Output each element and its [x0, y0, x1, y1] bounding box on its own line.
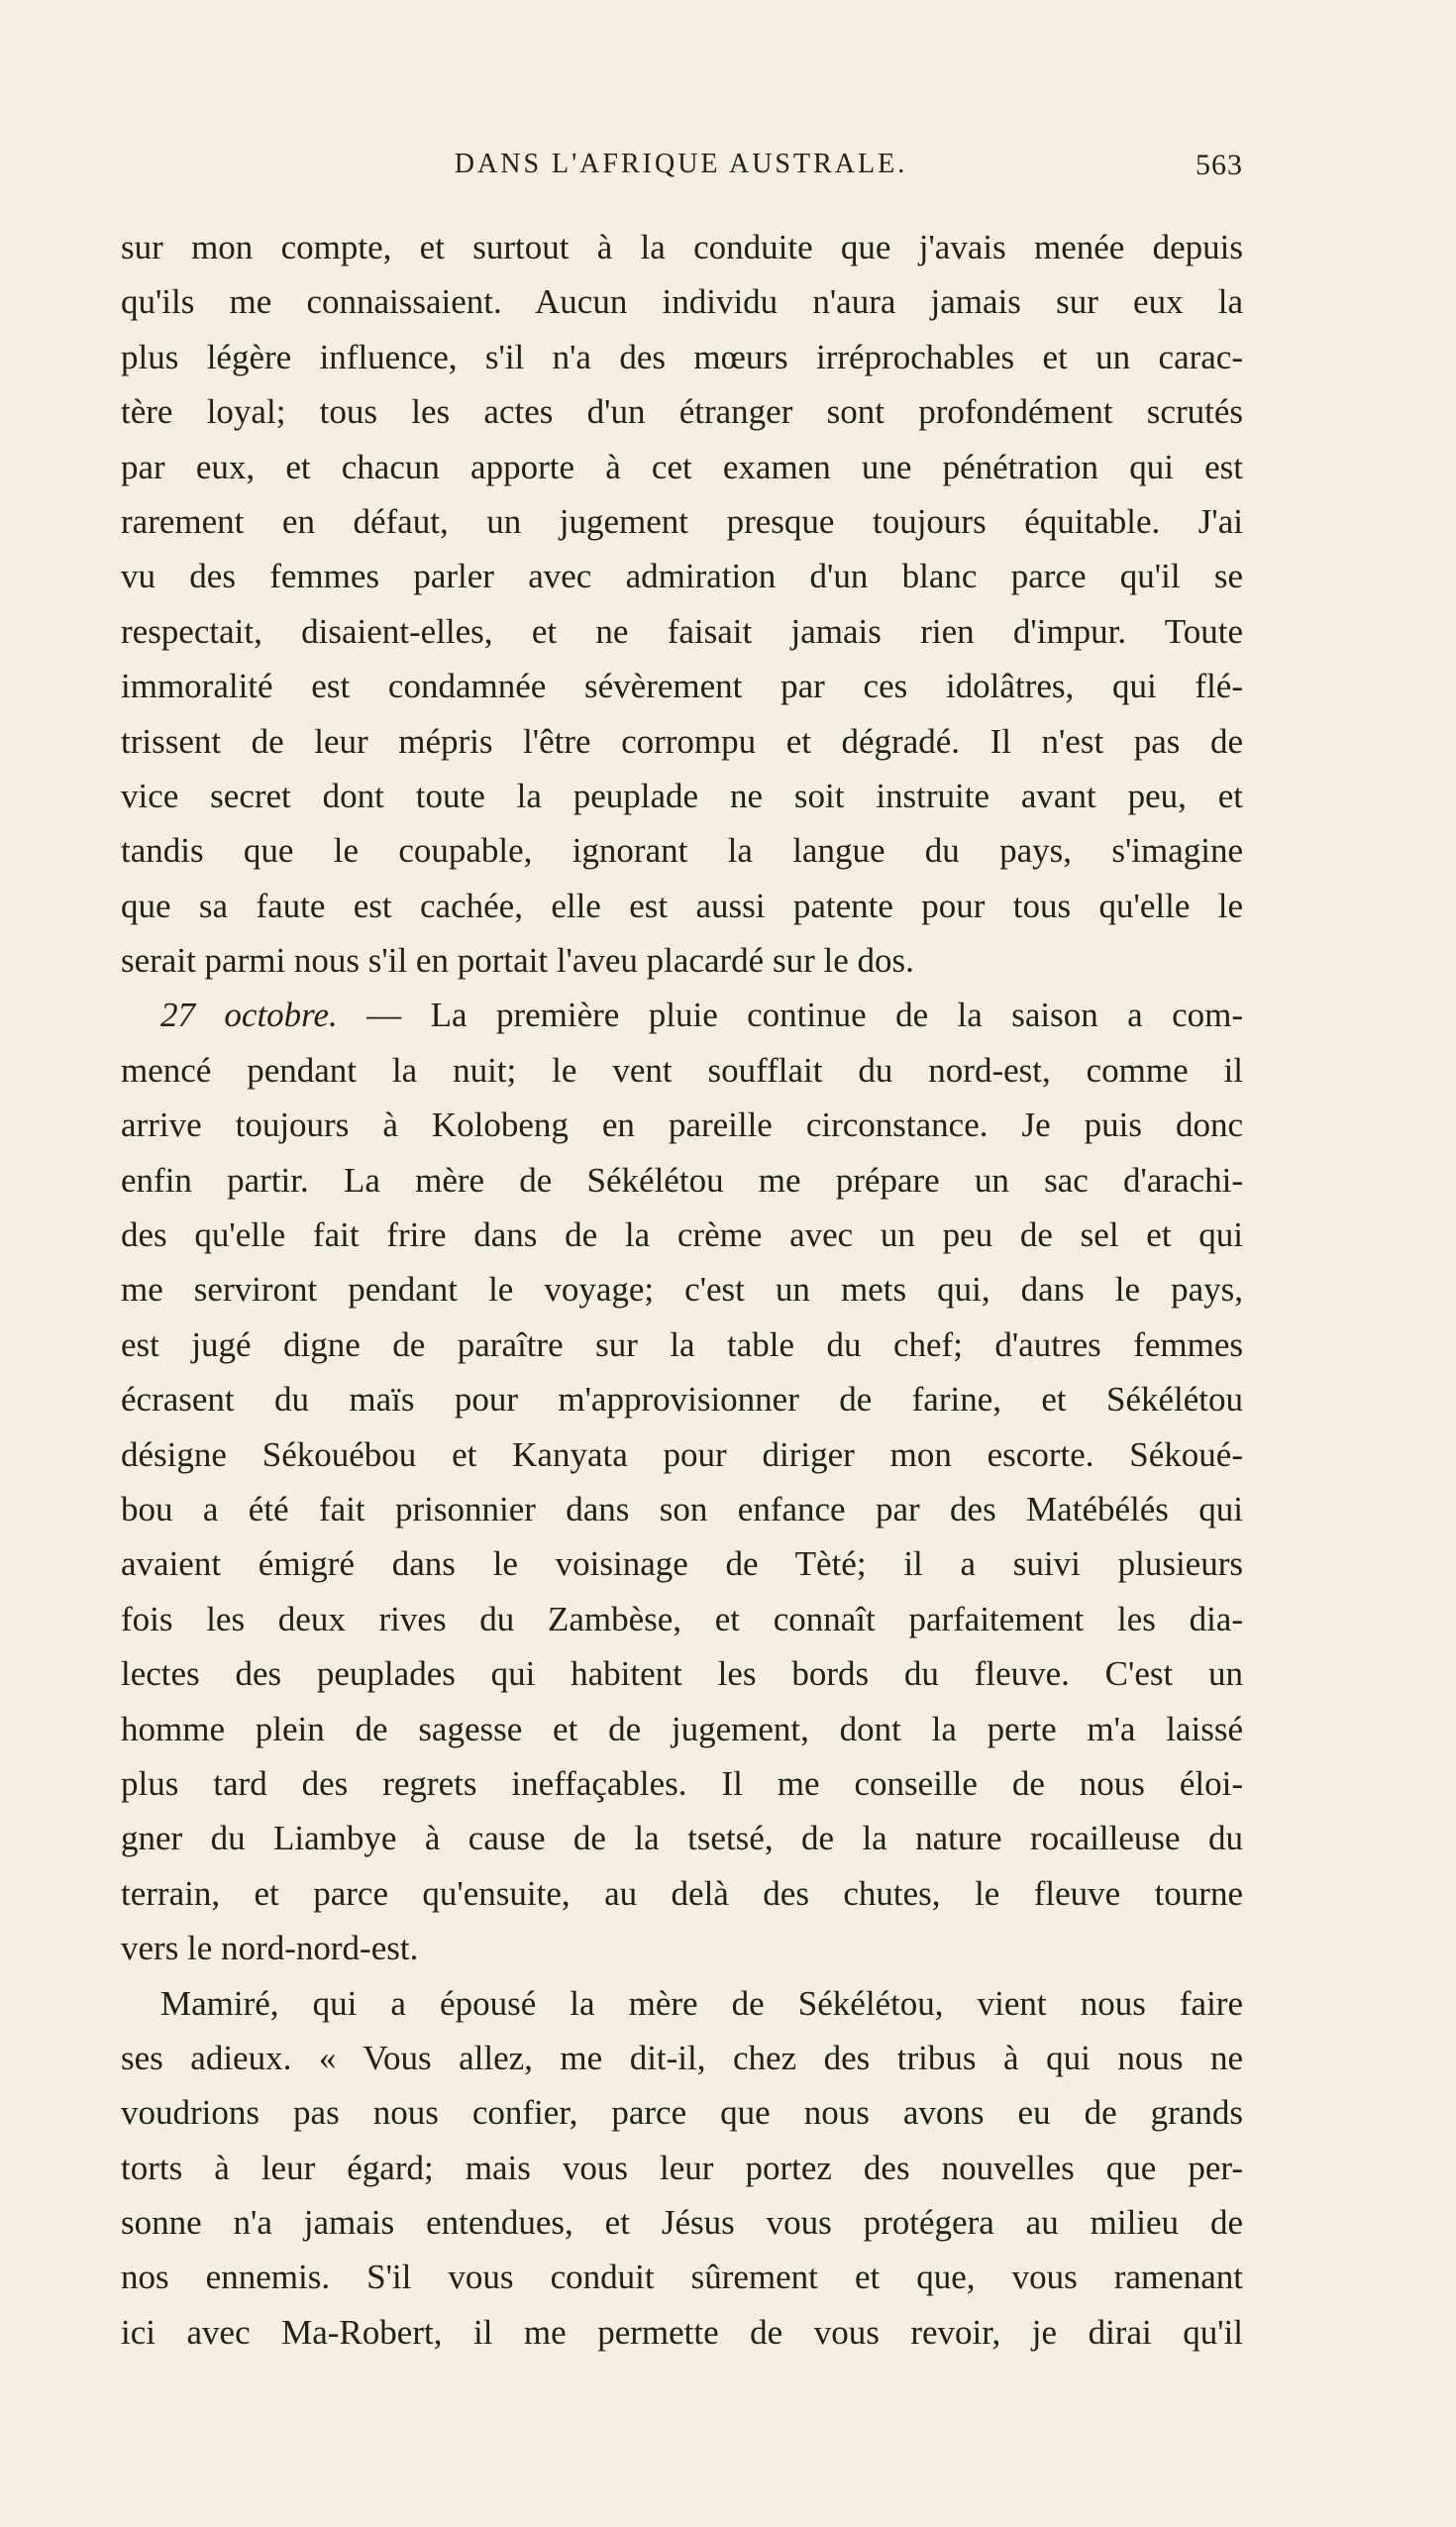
text-line: des qu'elle fait frire dans de la crème avec un peu de sel et qui: [121, 1215, 1243, 1255]
text-line: voudrions pas nous confier, parce que nous avons eu de grands: [121, 2093, 1243, 2133]
text-line: mencé pendant la nuit; le vent soufflait du nord-est, comme il: [121, 1050, 1243, 1090]
date-label: 27 octobre.: [160, 996, 338, 1035]
text-line: sonne n'a jamais entendues, et Jésus vous protégera au milieu de: [121, 2203, 1243, 2243]
text-line: serait parmi nous s'il en portait l'aveu placardé sur le dos.: [121, 941, 914, 981]
text-line: enfin partir. La mère de Sékélétou me prépare un sac d'arachi-: [121, 1160, 1243, 1200]
page-number: 563: [1196, 149, 1243, 181]
text-line: lectes des peuplades qui habitent les bords du fleuve. C'est un: [121, 1654, 1243, 1694]
text-line: trissent de leur mépris l'être corrompu et dégradé. Il n'est pas de: [121, 721, 1243, 761]
text-line: gner du Liambye à cause de la tsetsé, de la nature rocailleuse du: [121, 1819, 1243, 1858]
text-line: Mamiré, qui a épousé la mère de Sékélétou, vient nous faire: [160, 1983, 1243, 2023]
text-line: nos ennemis. S'il vous conduit sûrement et que, vous ramenant: [121, 2258, 1243, 2297]
text-line: immoralité est condamnée sévèrement par ces idolâtres, qui flé-: [121, 667, 1243, 706]
text-line: ici avec Ma-Robert, il me permette de vous revoir, je dirai qu'il: [121, 2312, 1243, 2352]
text-line: avaient émigré dans le voisinage de Tèté; il a suivi plusieurs: [121, 1544, 1243, 1584]
text-line: homme plein de sagesse et de jugement, dont la perte m'a laissé: [121, 1709, 1243, 1748]
paragraph-first-line: [121, 988, 1243, 1042]
text-line: vice secret dont toute la peuplade ne soit instruite avant peu, et: [121, 776, 1243, 815]
text-line: vu des femmes parler avec admiration d'un blanc parce qu'il se: [121, 557, 1243, 596]
text-line: qu'ils me connaissaient. Aucun individu n'aura jamais sur eux la: [121, 282, 1243, 322]
text-fragment: — La première pluie continue de la saison a com-: [337, 996, 1243, 1035]
text-line: torts à leur égard; mais vous leur portez des nouvelles que per-: [121, 2148, 1243, 2187]
text-line: respectait, disaient-elles, et ne faisait jamais rien d'impur. Toute: [121, 611, 1243, 651]
body-text: [121, 220, 1243, 2360]
text-line: tandis que le coupable, ignorant la langue du pays, s'imagine: [121, 831, 1243, 871]
text-line: par eux, et chacun apporte à cet examen une pénétration qui est: [121, 447, 1243, 486]
text-line: plus légère influence, s'il n'a des mœurs irréprochables et un carac-: [121, 337, 1243, 376]
text-line: désigne Sékouébou et Kanyata pour diriger mon escorte. Sékoué-: [121, 1434, 1243, 1474]
text-line: terrain, et parce qu'ensuite, au delà des chutes, le fleuve tourne: [121, 1873, 1243, 1913]
text-line: me serviront pendant le voyage; c'est un mets qui, dans le pays,: [121, 1270, 1243, 1310]
text-line: vers le nord-nord-est.: [121, 1929, 419, 1968]
text-line: ses adieux. « Vous allez, me dit-il, chez des tribus à qui nous ne: [121, 2038, 1243, 2077]
text-line: fois les deux rives du Zambèse, et connaît parfaitement les dia-: [121, 1599, 1243, 1638]
text-line: écrasent du maïs pour m'approvisionner de farine, et Sékélétou: [121, 1380, 1243, 1420]
text-line: est jugé digne de paraître sur la table du chef; d'autres femmes: [121, 1324, 1243, 1364]
text-line: sur mon compte, et surtout à la conduite que j'avais menée depuis: [121, 228, 1243, 266]
text-line: bou a été fait prisonnier dans son enfance par des Matébélés qui: [121, 1489, 1243, 1528]
text-line: arrive toujours à Kolobeng en pareille circonstance. Je puis donc: [121, 1106, 1243, 1145]
text-line: tère loyal; tous les actes d'un étranger sont profondément scrutés: [121, 392, 1243, 432]
running-head: [119, 149, 1243, 188]
running-title: DANS L'AFRIQUE AUSTRALE.: [454, 149, 908, 179]
text-line: que sa faute est cachée, elle est aussi patente pour tous qu'elle le: [121, 886, 1243, 925]
text-line: plus tard des regrets ineffaçables. Il me conseille de nous éloi-: [121, 1763, 1243, 1803]
text-line: rarement en défaut, un jugement presque toujours équitable. J'ai: [121, 501, 1243, 541]
